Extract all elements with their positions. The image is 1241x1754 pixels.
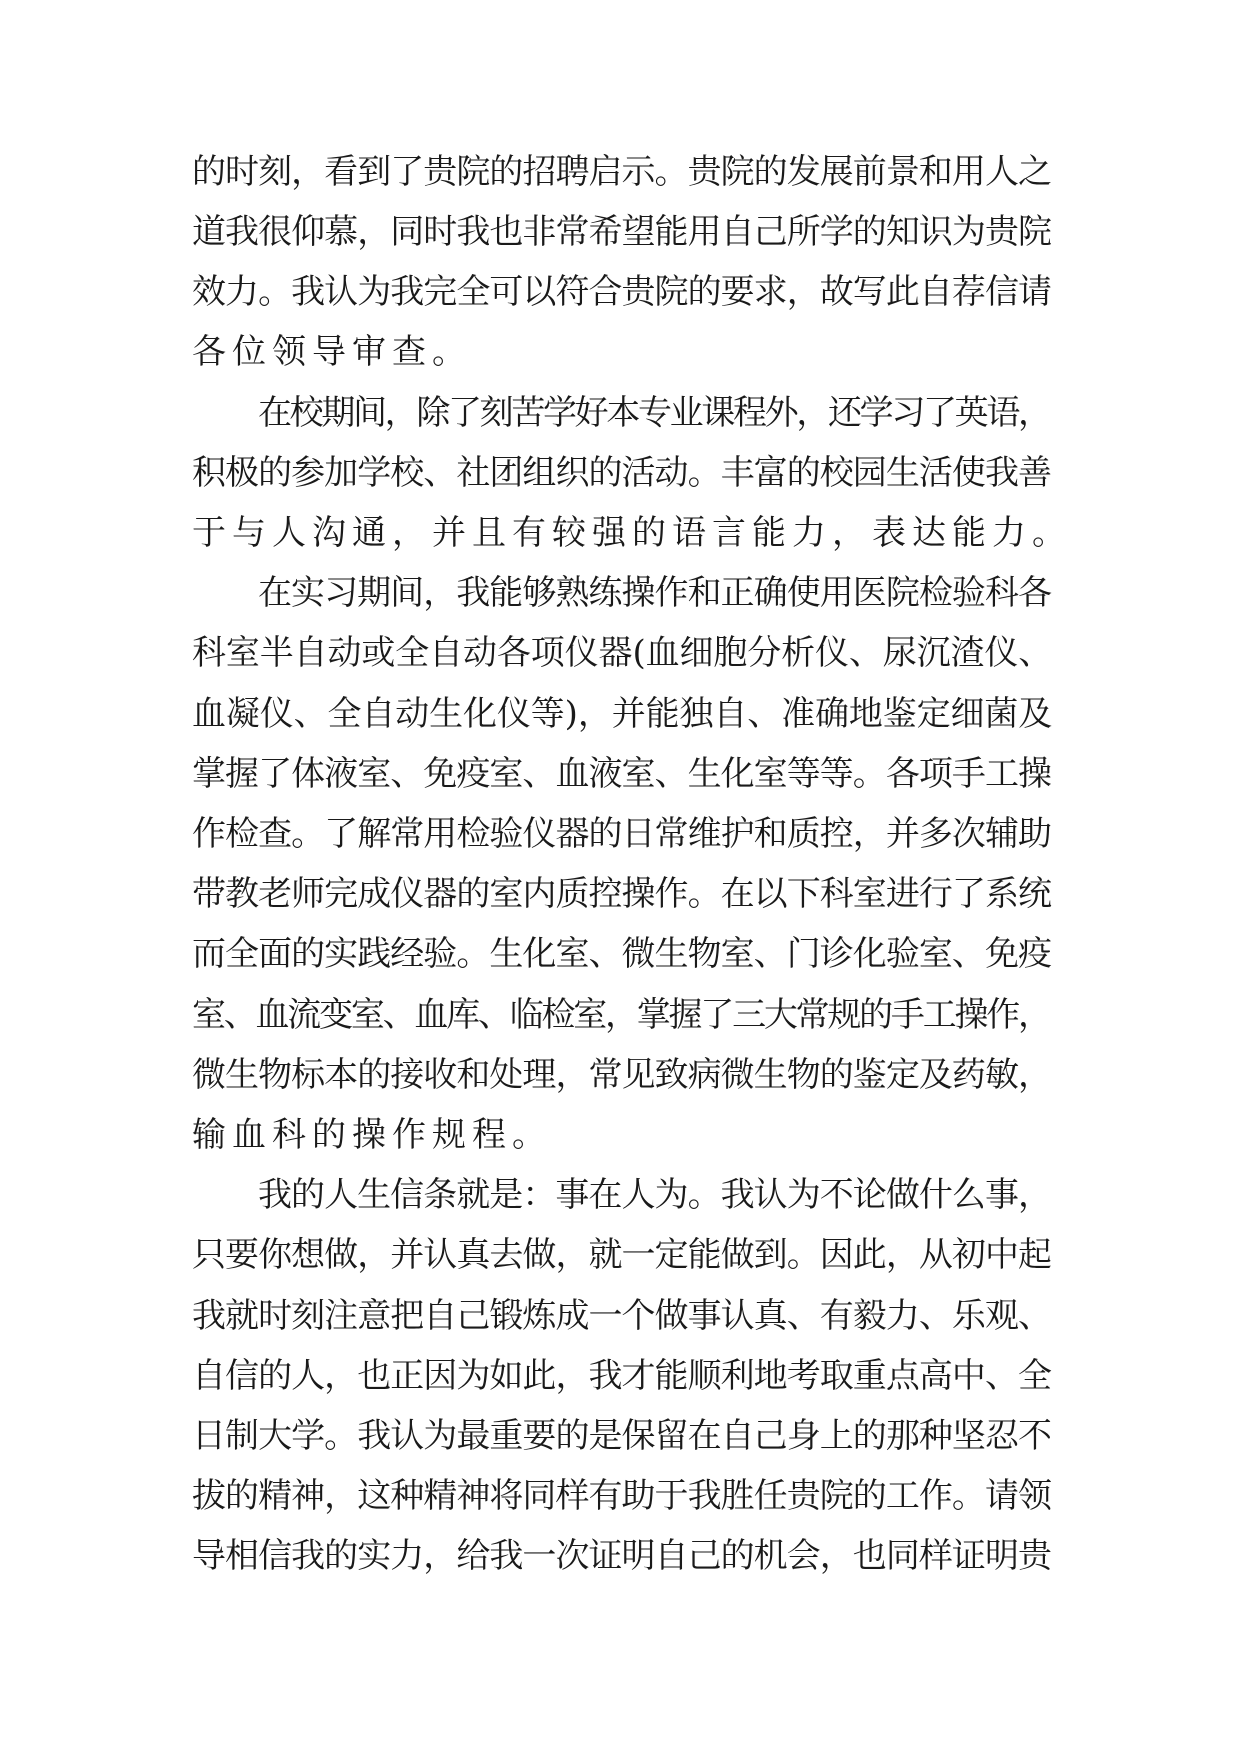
text-line: 我就时刻注意把自己锻炼成一个做事认真、有毅力、乐观、 [192,1296,1052,1336]
text-line: 的时刻，看到了贵院的招聘启示。贵院的发展前景和用人之 [192,152,1052,192]
text-line: 在校期间，除了刻苦学好本专业课程外，还学习了英语， [258,393,1050,433]
text-line: 只要你想做，并认真去做，就一定能做到。因此，从初中起 [192,1235,1052,1275]
text-line: 积极的参加学校、社团组织的活动。丰富的校园生活使我善 [192,453,1052,493]
text-line: 导相信我的实力，给我一次证明自己的机会，也同样证明贵 [192,1536,1052,1576]
text-line: 输血科的操作规程。 [192,1115,552,1155]
text-line: 各位领导审查。 [192,332,472,372]
text-line: 带教老师完成仪器的室内质控操作。在以下科室进行了系统 [192,874,1052,914]
text-line: 而全面的实践经验。生化室、微生物室、门诊化验室、免疫 [192,934,1052,974]
text-line: 掌握了体液室、免疫室、血液室、生化室等等。各项手工操 [192,754,1052,794]
text-line: 日制大学。我认为最重要的是保留在自己身上的那种坚忍不 [192,1416,1052,1456]
text-line: 于与人沟通，并且有较强的语言能力，表达能力。 [192,513,1072,553]
text-line: 血凝仪、全自动生化仪等)，并能独自、准确地鉴定细菌及 [192,694,1053,734]
text-line: 在实习期间，我能够熟练操作和正确使用医院检验科各 [258,573,1052,613]
text-line: 室、血流变室、血库、临检室，掌握了三大常规的手工操作， [192,995,1050,1035]
text-line: 道我很仰慕，同时我也非常希望能用自己所学的知识为贵院 [192,212,1052,252]
text-line: 科室半自动或全自动各项仪器(血细胞分析仪、尿沉渣仪、 [192,633,1053,673]
text-line: 我的人生信条就是：事在人为。我认为不论做什么事， [258,1175,1052,1215]
text-line: 效力。我认为我完全可以符合贵院的要求，故写此自荐信请 [192,272,1052,312]
text-line: 作检查。了解常用检验仪器的日常维护和质控，并多次辅助 [192,814,1052,854]
text-line: 自信的人，也正因为如此，我才能顺利地考取重点高中、全 [192,1356,1052,1396]
text-line: 拔的精神，这种精神将同样有助于我胜任贵院的工作。请领 [192,1476,1052,1516]
text-line: 微生物标本的接收和处理，常见致病微生物的鉴定及药敏， [192,1055,1052,1095]
